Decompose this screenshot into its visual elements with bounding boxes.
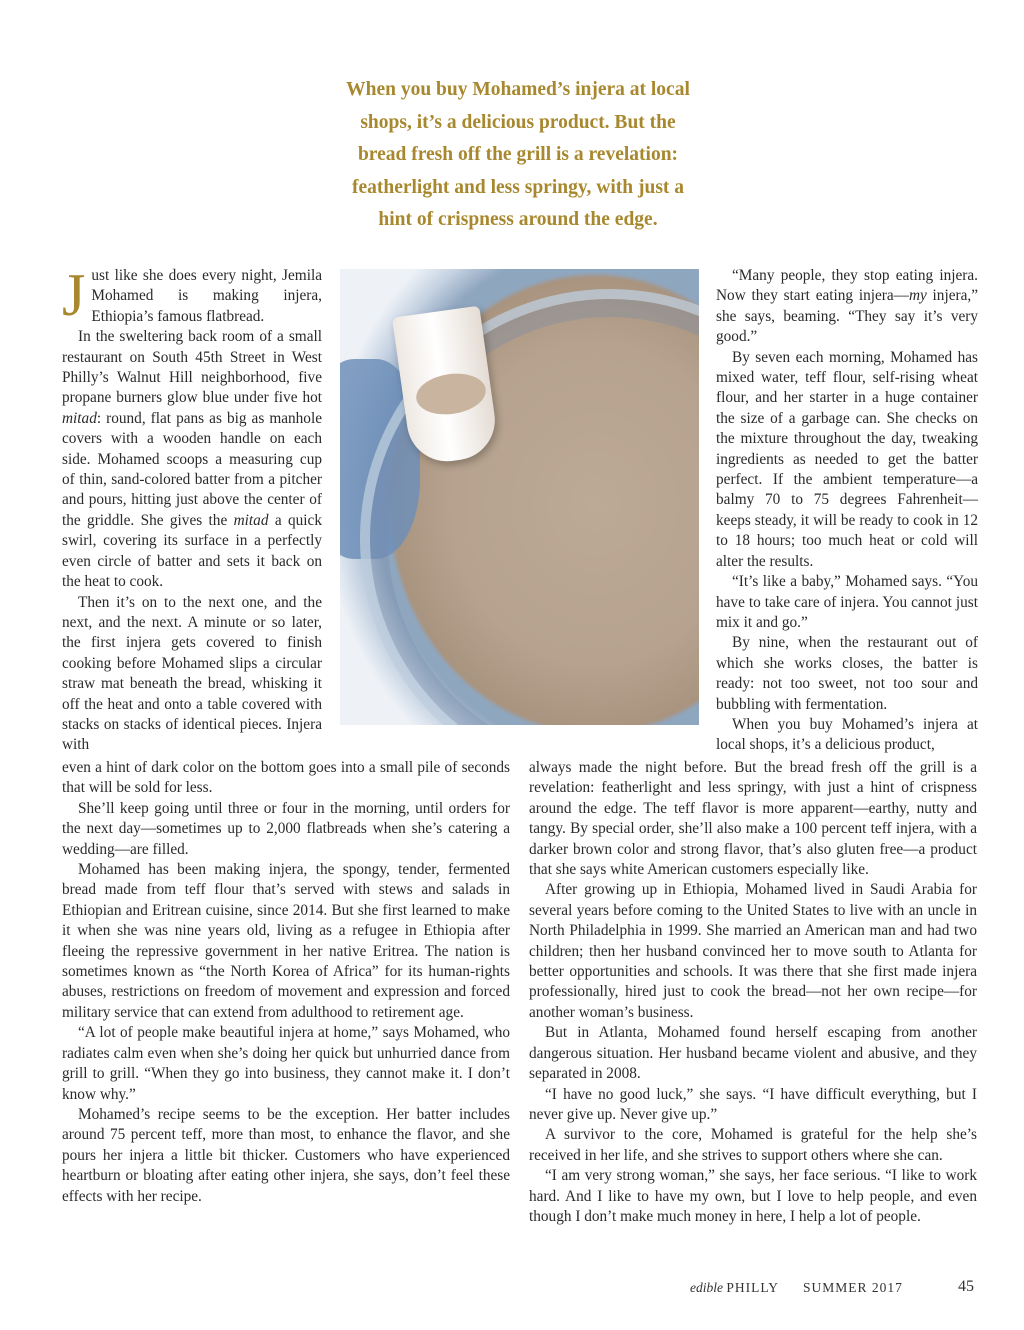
body-paragraph: By nine, when the restaurant out of which she works closes, the batter is ready: not too sweet, not too sour and bubbling with fermentation. bbox=[716, 634, 978, 713]
body-paragraph: “I have no good luck,” she says. “I have difficult everything, but I never give up. Never give up.” bbox=[529, 1085, 977, 1123]
body-paragraph-continued: even a hint of dark color on the bottom goes into a small pile of seconds that will be sold for less. bbox=[62, 759, 510, 797]
body-paragraph: Mohamed’s recipe seems to be the exception. Her batter includes around 75 percent teff, more than most, to enhance the flavor, and she pours her injera a little bit thicker. Customers who have experienced heartburn or bloating after eating other injera, she says, don’t feel these effects with her recipe. bbox=[62, 1105, 510, 1205]
pull-quote-line: hint of crispness around the edge. bbox=[378, 209, 658, 230]
body-paragraph: After growing up in Ethiopia, Mohamed lived in Saudi Arabia for several years before coming to the United States to live with an uncle in North Philadelphia in 1999. She married an American man and had two children; then her husband convinced her to move south to Atlanta for better opportunities and schools. It was there that she first made injera professionally, hired just to cook the bread—not her own recipe—for another woman’s business. bbox=[529, 881, 977, 1021]
body-paragraph: In the sweltering back room of a small restaurant on South 45th Street in West Philly’s Walnut Hill neighborhood, five propane burners glow blue under five hot mitad: round, flat pans as big as manhole covers with a wooden handle on each side. Mohamed scoops a measuring cup of thin, sand-colored batter from a pitcher and pours, hitting just above the center of the griddle. She gives the mitad a quick swirl, covering its surface in a perfectly even circle of batter and sets it back on the heat to cook. bbox=[62, 328, 322, 591]
body-paragraph: “I am very strong woman,” she says, her face serious. “I like to work hard. And I like to have my own, but I love to help people, and even though I don’t make much money in here, I help a lot of people. bbox=[529, 1167, 977, 1225]
left-column-top bbox=[62, 262, 322, 756]
left-column-bottom bbox=[62, 758, 510, 1207]
drop-cap: J bbox=[62, 262, 86, 328]
footer-brand bbox=[690, 1280, 779, 1296]
body-paragraph: “It’s like a baby,” Mohamed says. “You have to take care of injera. You cannot just mix it and go.” bbox=[716, 573, 978, 631]
opening-paragraph: Just like she does every night, Jemila Mohamed is making injera, Ethiopia’s famous flatbread. bbox=[62, 262, 322, 328]
right-column-bottom bbox=[529, 758, 977, 1227]
body-paragraph: “Many people, they stop eating injera. Now they start eating injera—my injera,” she says, beaming. “They say it’s very good.” bbox=[716, 267, 978, 346]
body-paragraph: She’ll keep going until three or four in the morning, until orders for the next day—sometimes up to 2,000 flatbreads when she’s catering a wedding—are filled. bbox=[62, 799, 510, 858]
page-number: 45 bbox=[958, 1278, 974, 1295]
pull-quote-line: shops, it’s a delicious product. But the bbox=[360, 111, 676, 133]
body-paragraph: Mohamed has been making injera, the spongy, tender, fermented bread made from teff flour that’s served with stews and salads in Ethiopian and Eritrean cuisine, since 2014. But she first learned to make it when she was nine years old, living as a refugee in Ethiopia after fleeing the repressive government in her native Eritrea. The nation is sometimes known as “the North Korea of Africa” for its human-rights abuses, restrictions on freedom of movement and expression and forced military service that can extend from adulthood to retirement age. bbox=[62, 861, 510, 1021]
body-paragraph-continued: always made the night before. But the bread fresh off the grill is a revelation: featherlight and less springy, with just a hint of crispness around the edge. The teff flavor is more apparent—earthy, nutty and tangy. By special order, she’ll also make a 100 percent teff injera, with a darker brown color and strong flavor, that’s also gluten free—a product that she says white American customers especially like. bbox=[529, 759, 977, 879]
body-paragraph: Then it’s on to the next one, and the next, and the next. A minute or so later, the first injera gets covered to finish cooking before Mohamed slips a circular straw mat beneath the bread, whisking it off the heat and onto a table covered with stacks on stacks of identical pieces. Injera with bbox=[62, 593, 322, 754]
body-paragraph: But in Atlanta, Mohamed found herself escaping from another dangerous situation. Her husband became violent and abusive, and they separated in 2008. bbox=[529, 1024, 977, 1083]
body-paragraph: When you buy Mohamed’s injera at local shops, it’s a delicious product, bbox=[716, 715, 978, 754]
pull-quote-line: When you buy Mohamed’s injera at local bbox=[346, 79, 690, 100]
body-paragraph: “A lot of people make beautiful injera at home,” says Mohamed, who radiates calm even when she’s doing her quick but unhurried dance from grill to grill. “When they go into business, they cannot make it. I don’t know why.” bbox=[62, 1024, 510, 1103]
pull-quote bbox=[330, 74, 706, 237]
footer-brand-italic: edible bbox=[690, 1280, 723, 1295]
right-column-top bbox=[716, 266, 978, 756]
footer-issue: SUMMER 2017 bbox=[803, 1280, 903, 1295]
injera-batter-photo bbox=[340, 269, 699, 725]
footer-brand-name: PHILLY bbox=[726, 1280, 780, 1295]
body-paragraph: By seven each morning, Mohamed has mixed water, teff flour, self-rising wheat flour, and her starter in a huge container the size of a garbage can. She checks on the mixture throughout the day, tweaking ingredients as needed to get the batter perfect. If the ambient temperature—a balmy 70 to 75 degrees Fahrenheit—keeps steady, it will be ready to cook in 12 to 18 hours; too much heat or cold will alter the results. bbox=[716, 348, 978, 570]
pull-quote-line: bread fresh off the grill is a revelation: bbox=[357, 144, 679, 165]
body-paragraph: A survivor to the core, Mohamed is grateful for the help she’s received in her life, and she strives to support others where she can. bbox=[529, 1126, 977, 1164]
pull-quote-line: featherlight and less springy, with just a bbox=[351, 176, 685, 198]
